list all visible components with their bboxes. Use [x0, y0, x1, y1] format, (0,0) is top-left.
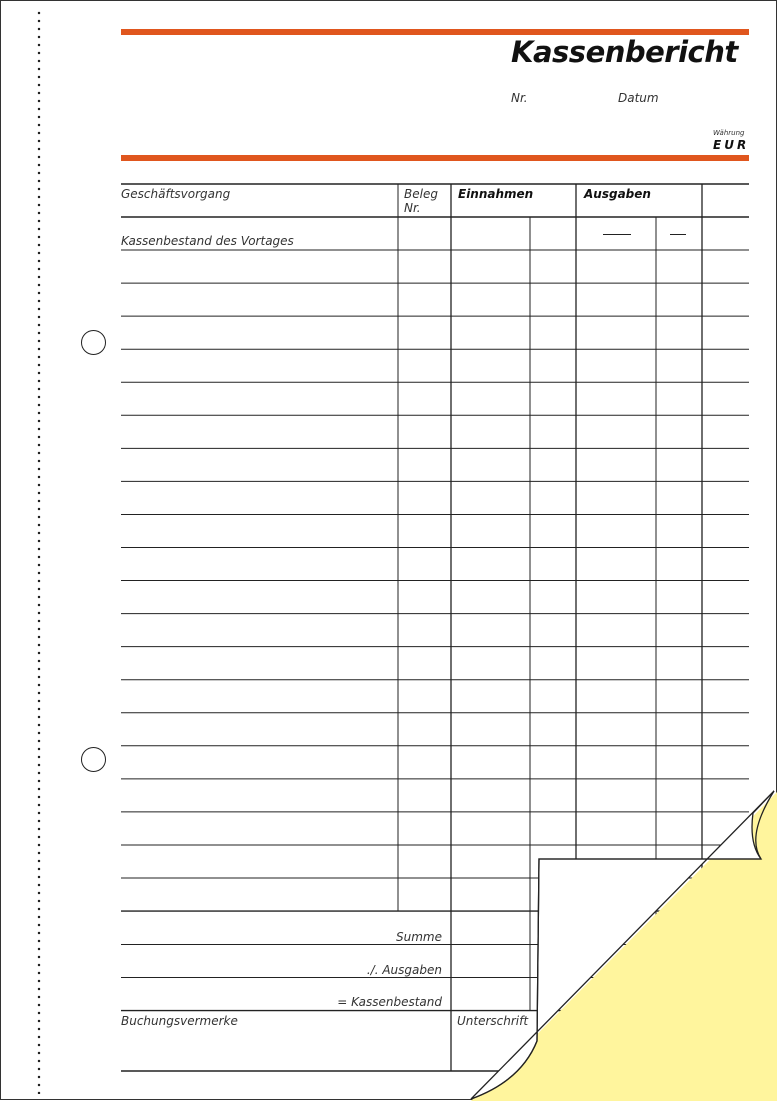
kassenbestand-label: = Kassenbestand: [337, 995, 442, 1009]
unterschrift-label: Unterschrift: [457, 1014, 529, 1028]
nr-label: Nr.: [511, 91, 528, 105]
col-header-ausgaben: Ausgaben: [584, 187, 651, 201]
ausgaben-minus-label: ./. Ausgaben: [366, 963, 442, 977]
form-title: Kassenbericht: [511, 35, 738, 69]
row-label-vortag: Kassenbestand des Vortages: [121, 234, 294, 248]
col-header-vorgang: Geschäftsvorgang: [121, 187, 231, 201]
currency-code: EUR: [713, 138, 750, 152]
col-header-einnahmen: Einnahmen: [458, 187, 534, 201]
summe-label: Summe: [396, 930, 442, 944]
datum-label: Datum: [618, 91, 659, 105]
col-header-beleg: Beleg: [404, 187, 438, 201]
currency-caption: Währung: [713, 129, 745, 137]
col-header-beleg-nr: Nr.: [404, 201, 421, 215]
buchungsvermerke-label: Buchungsvermerke: [121, 1014, 238, 1028]
page-curl: [1, 1, 777, 1101]
